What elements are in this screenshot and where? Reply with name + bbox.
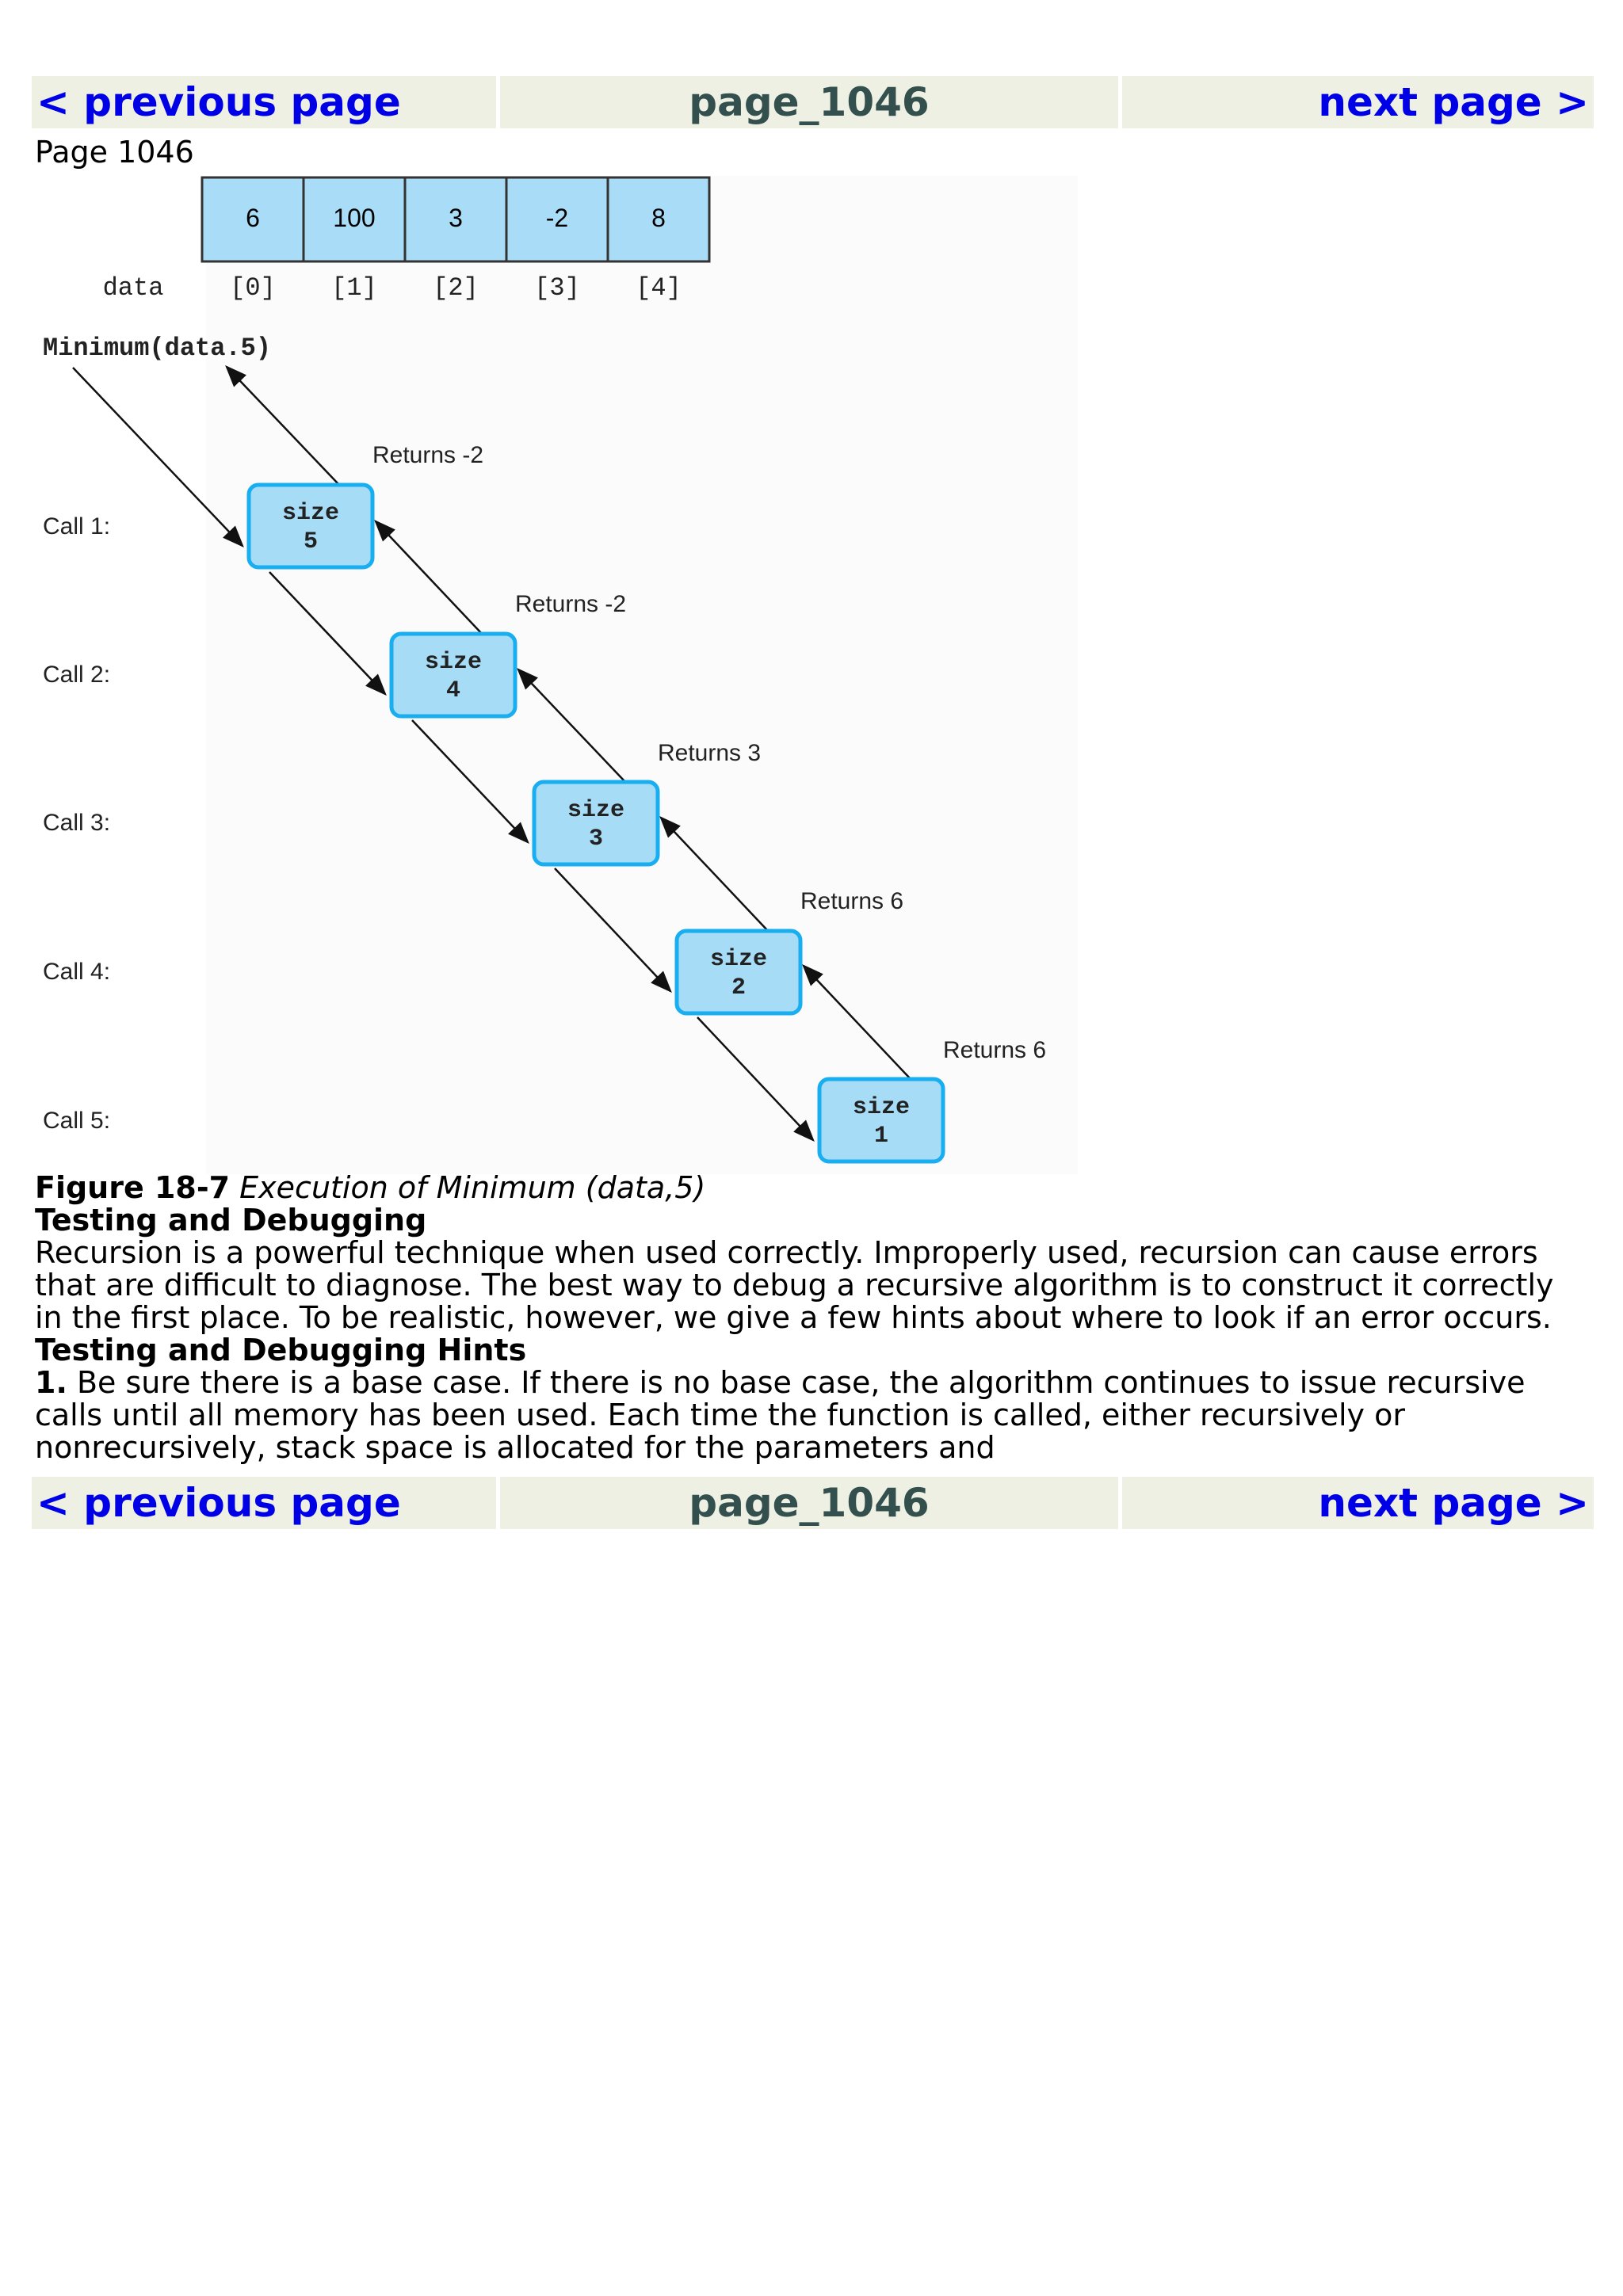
return-label: Returns -2	[515, 591, 627, 617]
recursion-figure	[32, 168, 1078, 1174]
array-index: [1]	[331, 273, 377, 303]
figure-caption	[35, 1172, 1588, 1204]
array-value: -2	[545, 204, 569, 232]
array-cell	[202, 177, 304, 261]
size-box-label: size	[567, 797, 625, 824]
section-body: Recursion is a powerful technique when used correctly. Improperly used, recursion can cause errors that are difficult to diagnose. The best way to debug a recursive algorithm is to construct it correctly in the first place. To be realistic, however, we give a few hints about where to look if an error occurs.	[35, 1235, 1554, 1335]
size-box-label: size	[852, 1094, 911, 1121]
page-number-label: Page 1046	[35, 135, 194, 170]
page-id-cell	[500, 76, 1118, 128]
return-label: Returns 6	[800, 888, 904, 914]
array-value: 100	[333, 204, 376, 232]
article-text	[35, 1172, 1588, 1464]
section-heading: Testing and Debugging	[35, 1203, 427, 1238]
call-label: Call 4:	[43, 959, 111, 985]
figure-number: Figure 18-7	[35, 1170, 231, 1205]
array-index: [4]	[636, 273, 682, 303]
data-array	[202, 177, 709, 261]
next-page-link[interactable]: next page >	[1318, 79, 1589, 125]
page-id: page_1046	[689, 1480, 930, 1526]
next-page-link[interactable]: next page >	[1318, 1480, 1589, 1526]
bottom-navigation	[32, 1477, 1594, 1529]
return-label: Returns 6	[943, 1037, 1047, 1063]
hint-text: Be sure there is a base case. If there is no base case, the algorithm continues to issue recursive calls until all memory has been used. Each time the function is called, either recursively or nonrecursively, stack space is allocated for the parameters and	[35, 1365, 1526, 1465]
array-cell	[608, 177, 709, 261]
size-box-value: 3	[588, 826, 604, 852]
return-label: Returns -2	[372, 442, 484, 468]
previous-page-cell	[32, 76, 496, 128]
top-navigation	[32, 76, 1594, 128]
size-box-label: size	[424, 649, 483, 676]
page-id-cell	[500, 1477, 1118, 1529]
initial-call-label: Minimum(data.5)	[43, 334, 272, 363]
size-box-label: size	[281, 500, 340, 527]
previous-page-link[interactable]: < previous page	[36, 79, 401, 125]
size-box-value: 4	[445, 677, 461, 704]
array-name: data	[102, 273, 164, 303]
array-value: 3	[449, 204, 463, 232]
array-index: [3]	[534, 273, 580, 303]
array-cell	[405, 177, 506, 261]
array-value: 6	[246, 204, 260, 232]
array-index: [0]	[230, 273, 276, 303]
size-box-label: size	[709, 946, 768, 973]
next-page-cell	[1122, 76, 1594, 128]
size-box-value: 2	[731, 974, 747, 1001]
previous-page-cell	[32, 1477, 496, 1529]
array-cell	[506, 177, 608, 261]
hint-number: 1.	[35, 1365, 67, 1400]
hint-item	[35, 1367, 1588, 1464]
array-value: 8	[651, 204, 666, 232]
array-index: [2]	[433, 273, 479, 303]
next-page-cell	[1122, 1477, 1594, 1529]
previous-page-link[interactable]: < previous page	[36, 1480, 401, 1526]
call-label: Call 2:	[43, 662, 111, 688]
size-box-value: 1	[873, 1123, 889, 1150]
array-cell	[304, 177, 405, 261]
size-box-value: 5	[303, 528, 319, 555]
figure-caption-text: Execution of Minimum (data,5)	[239, 1170, 706, 1205]
call-label: Call 3:	[43, 810, 111, 836]
page-id: page_1046	[689, 79, 930, 125]
return-label: Returns 3	[658, 740, 762, 766]
section-heading: Testing and Debugging Hints	[35, 1333, 527, 1367]
call-label: Call 5:	[43, 1108, 111, 1134]
call-label: Call 1:	[43, 513, 111, 540]
